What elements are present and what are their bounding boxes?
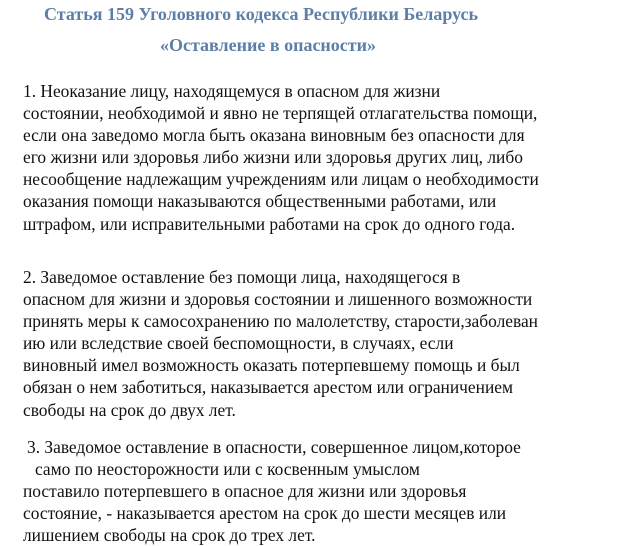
paragraph-1-line-3: если она заведомо могла быть оказана виновным без опасности для	[23, 125, 525, 146]
paragraph-3-line-5: лишением свободы на срок до трех лет.	[23, 525, 316, 546]
paragraph-3-line-2: само по неосторожности или с косвенным умыслом	[35, 459, 420, 480]
paragraph-2-line-5: виновный имел возможность оказать потерпевшему помощь и был	[23, 355, 520, 376]
paragraph-2-line-7: свободы на срок до двух лет.	[23, 399, 236, 420]
paragraph-3	[23, 436, 521, 546]
paragraph-3-line-3: поставило потерпевшего в опасное для жизни или здоровья	[23, 481, 467, 502]
paragraph-2-line-3: принять меры к самосохранению по малолетству, старости,заболеван	[23, 311, 538, 332]
paragraph-1-line-7: штрафом, или исправительными работами на срок до одного года.	[23, 213, 516, 234]
paragraph-2	[23, 266, 538, 421]
paragraph-1-line-4: его жизни или здоровья либо жизни или здоровья других лиц, либо	[23, 147, 523, 168]
paragraph-3-line-4: состояние, - наказывается арестом на срок до шести месяцев или	[23, 503, 507, 524]
article-title: Статья 159 Уголовного кодекса Республики Беларусь	[44, 4, 479, 24]
paragraph-1-line-5: несообщение надлежащим учреждениям или лицам о необходимости	[23, 169, 539, 190]
paragraph-2-line-6: обязан о нем заботиться, наказывается арестом или ограничением	[23, 377, 513, 398]
article-subtitle: «Оставление в опасности»	[160, 35, 377, 55]
paragraph-1-line-6: оказания помощи наказываются общественными работами, или	[23, 191, 497, 212]
paragraph-1	[23, 80, 539, 235]
paragraph-3-line-1: 3. Заведомое оставление в опасности, совершенное лицом,которое	[27, 437, 521, 457]
paragraph-2-line-4: ию или вследствие своей беспомощности, в случаях, если	[23, 333, 454, 354]
paragraph-2-line-1: 2. Заведомое оставление без помощи лица, находящегося в	[23, 267, 461, 287]
paragraph-2-line-2: опасном для жизни и здоровья состоянии и лишенного возможности	[23, 289, 533, 310]
paragraph-1-line-1: 1. Неоказание лицу, находящемуся в опасном для жизни	[23, 81, 441, 101]
paragraph-1-line-2: состоянии, необходимой и явно не терпящей отлагательства помощи,	[23, 103, 538, 124]
